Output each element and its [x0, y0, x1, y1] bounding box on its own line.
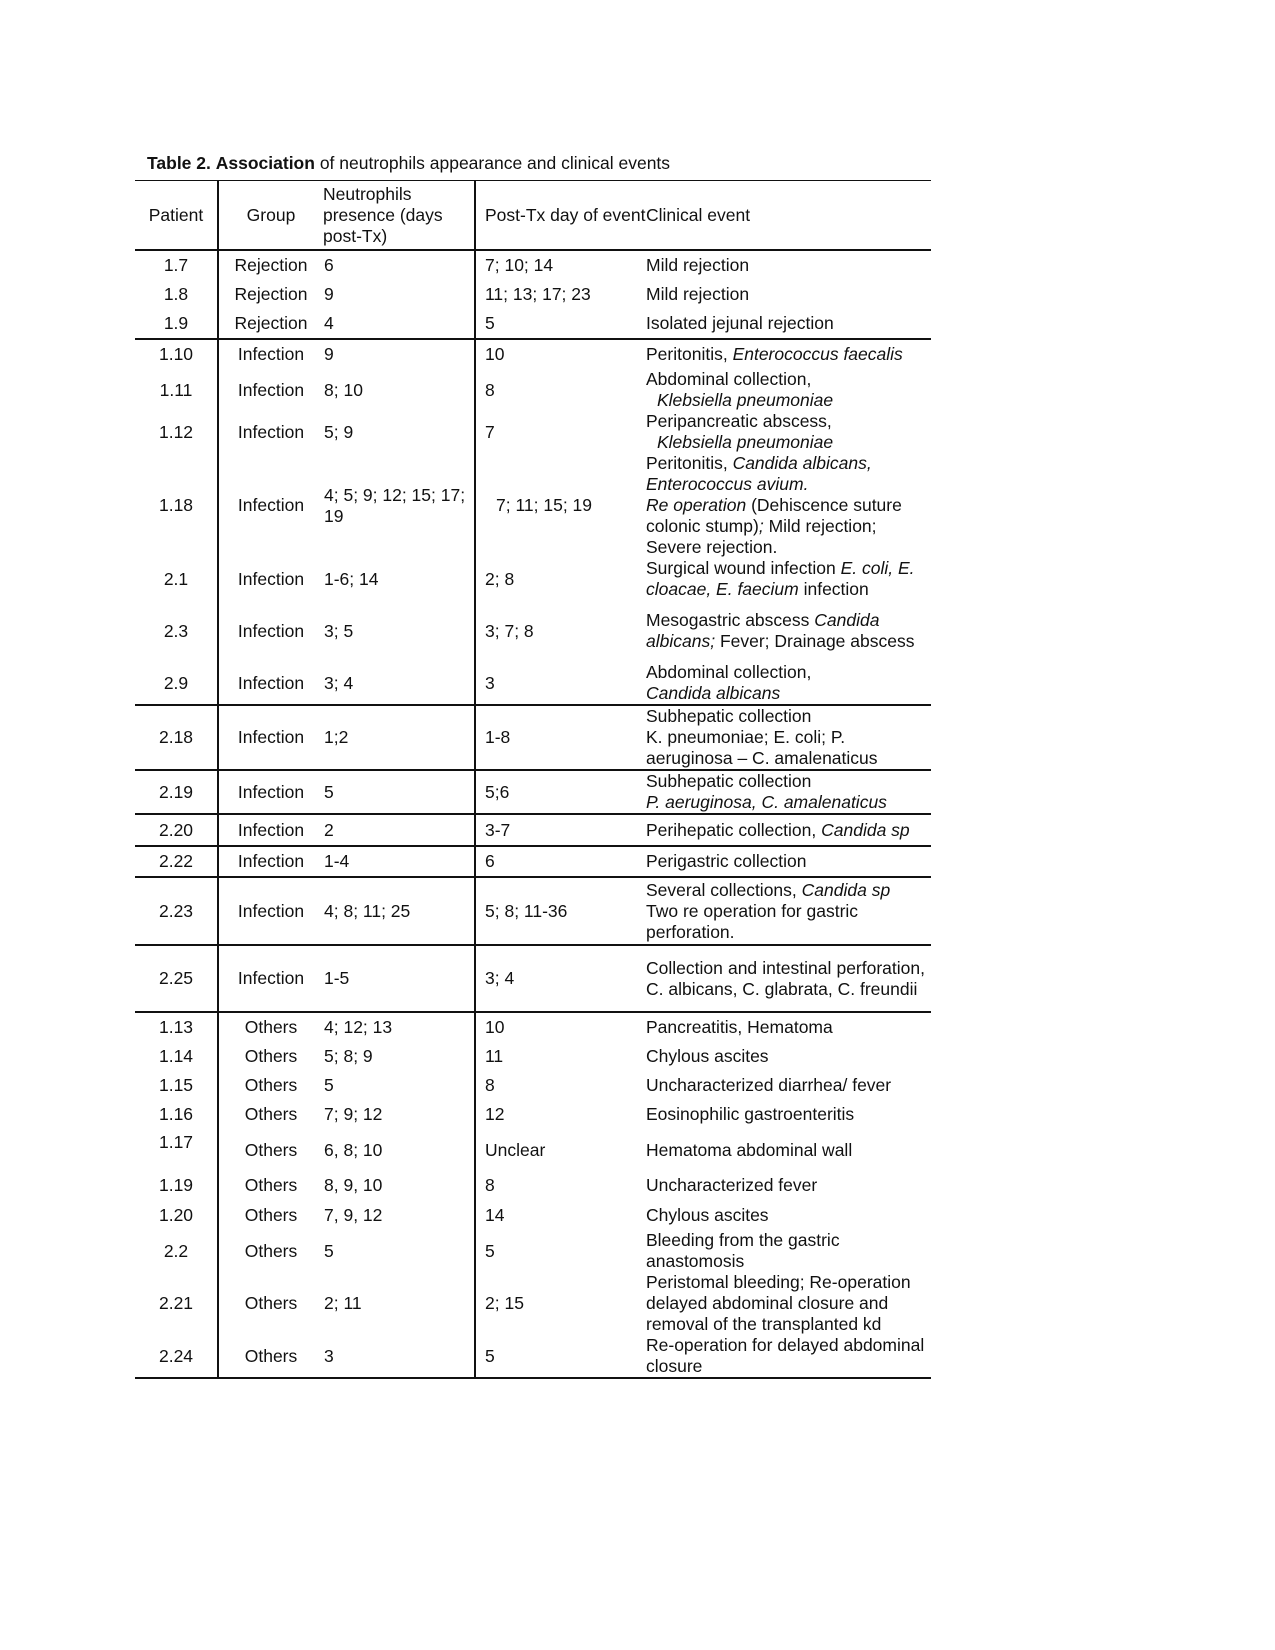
cell-clinical-event	[646, 945, 931, 1012]
cell-group: Infection	[237, 900, 305, 921]
cell-patient: 2.24	[135, 1335, 218, 1378]
event-italic-text: Klebsiella pneumoniae	[657, 432, 834, 452]
cell-clinical-event	[646, 1272, 931, 1335]
cell-clinical-event	[646, 1100, 931, 1129]
table-row	[135, 339, 931, 369]
table-row	[135, 558, 931, 600]
cell-group: Others	[244, 1175, 298, 1195]
cell-patient: 2.21	[135, 1272, 218, 1335]
cell-clinical-event	[646, 1230, 931, 1272]
event-text: infection	[798, 579, 869, 599]
event-text: Perigastric collection	[646, 851, 807, 871]
table-row	[135, 1071, 931, 1100]
event-text: Mild rejection; Severe rejection.	[646, 516, 877, 557]
cell-neutrophils: 6	[323, 250, 475, 280]
cell-clinical-event	[646, 411, 931, 453]
cell-clinical-event	[646, 770, 931, 814]
cell-patient: 2.18	[135, 705, 218, 770]
table-row	[135, 369, 931, 411]
cell-neutrophils: 4; 12; 13	[323, 1012, 475, 1042]
cell-neutrophils: 4; 8; 11; 25	[323, 877, 475, 945]
event-text: Mild rejection	[646, 255, 750, 275]
cell-post-tx: 2; 15	[485, 1293, 524, 1313]
cell-patient: 2.23	[135, 877, 218, 945]
cell-patient: 2.3	[135, 600, 218, 662]
cell-post-tx: 2; 8	[485, 568, 515, 589]
table-body	[135, 250, 931, 1378]
cell-patient: 1.20	[135, 1200, 218, 1230]
cell-neutrophils: 9	[323, 339, 475, 369]
event-text: Surgical wound infection	[646, 558, 841, 578]
cell-neutrophils: 3	[323, 1335, 475, 1378]
cell-neutrophils: 5	[323, 770, 475, 814]
cell-group: Others	[244, 1017, 298, 1037]
cell-post-tx: Unclear	[485, 1139, 546, 1160]
cell-post-tx: 7; 10; 14	[485, 255, 554, 275]
event-text: (Dehiscence suture colonic stump)	[646, 495, 902, 536]
event-italic-text: Enterococcus faecalis	[732, 344, 903, 364]
event-italic-text: E. coli, E. cloacae, E. faecium	[646, 558, 915, 599]
table-row	[135, 600, 931, 662]
cell-post-tx: 14	[485, 1204, 505, 1225]
cell-clinical-event	[646, 250, 931, 280]
event-text: K. pneumoniae; E. coli; P. aeruginosa – C. amalenaticus	[646, 727, 878, 768]
cell-post-tx: 3; 7; 8	[485, 620, 534, 641]
cell-post-tx: 3	[485, 672, 495, 693]
event-text: Subhepatic collection	[646, 771, 812, 791]
cell-clinical-event	[646, 1071, 931, 1100]
cell-neutrophils: 1-6; 14	[323, 558, 475, 600]
header-post-tx: Post-Tx day of event	[485, 204, 646, 225]
cell-neutrophils: 5; 8; 9	[323, 1042, 475, 1071]
table-row	[135, 309, 931, 339]
event-text: Fever; Drainage abscess	[715, 631, 915, 651]
event-text: Mild rejection	[646, 284, 750, 304]
header-patient: Patient	[135, 181, 218, 251]
table-row	[135, 662, 931, 705]
cell-neutrophils: 7, 9, 12	[323, 1200, 475, 1230]
event-italic-text: Candida sp	[821, 819, 910, 840]
cell-clinical-event	[646, 846, 931, 877]
cell-group: Infection	[237, 968, 305, 988]
cell-group: Others	[244, 1293, 298, 1313]
event-text: Bleeding from the gastric anastomosis	[646, 1230, 840, 1271]
cell-patient: 1.7	[135, 250, 218, 280]
table-row	[135, 945, 931, 1012]
cell-clinical-event	[646, 1171, 931, 1200]
table-row	[135, 846, 931, 877]
cell-group: Infection	[237, 344, 305, 364]
cell-neutrophils: 5	[323, 1071, 475, 1100]
cell-patient: 1.12	[135, 411, 218, 453]
cell-patient: 1.14	[135, 1042, 218, 1071]
cell-post-tx: 3; 4	[485, 968, 515, 988]
cell-patient: 1.13	[135, 1012, 218, 1042]
event-italic-text: Candida sp	[801, 879, 891, 900]
event-italic-text: Candida albicans;	[646, 610, 880, 651]
cell-clinical-event	[646, 309, 931, 339]
cell-post-tx: 5	[485, 313, 495, 333]
cell-group: Infection	[237, 379, 305, 400]
table-row	[135, 1272, 931, 1335]
cell-neutrophils: 9	[323, 280, 475, 309]
event-text: Uncharacterized diarrhea/ fever	[646, 1075, 892, 1095]
neutrophils-events-table	[135, 180, 931, 1379]
cell-post-tx: 5;6	[485, 781, 510, 802]
cell-patient: 2.1	[135, 558, 218, 600]
cell-group: Infection	[237, 620, 305, 641]
table-row	[135, 1042, 931, 1071]
table-row	[135, 705, 931, 770]
cell-post-tx: 7; 11; 15; 19	[496, 495, 593, 515]
cell-group: Rejection	[234, 284, 308, 304]
event-text: Isolated jejunal rejection	[646, 313, 834, 333]
event-text: Peritonitis,	[646, 453, 733, 473]
cell-group: Infection	[237, 781, 305, 802]
cell-patient: 1.16	[135, 1100, 218, 1129]
cell-neutrophils: 2; 11	[323, 1272, 475, 1335]
cell-post-tx: 11	[485, 1046, 504, 1066]
cell-patient: 2.22	[135, 846, 218, 877]
event-italic-text: P. aeruginosa, C. amalenaticus	[646, 792, 887, 812]
event-text: Re-operation for delayed abdominal closure	[646, 1335, 925, 1376]
event-text: Hematoma abdominal wall	[646, 1139, 853, 1160]
cell-group: Others	[244, 1075, 298, 1095]
cell-patient: 2.19	[135, 770, 218, 814]
cell-group: Rejection	[234, 313, 308, 333]
cell-patient: 2.25	[135, 945, 218, 1012]
cell-group: Infection	[237, 421, 305, 442]
cell-group: Others	[244, 1104, 298, 1124]
cell-patient: 1.17	[135, 1129, 218, 1171]
event-text: Abdominal collection,	[646, 662, 812, 682]
cell-neutrophils: 1-5	[323, 945, 475, 1012]
cell-clinical-event	[646, 814, 931, 846]
cell-group: Infection	[237, 568, 305, 589]
cell-post-tx: 6	[485, 851, 495, 871]
cell-neutrophils: 6, 8; 10	[323, 1129, 475, 1171]
cell-group: Infection	[237, 851, 305, 871]
cell-clinical-event	[646, 1012, 931, 1042]
event-text: Several collections,	[646, 879, 802, 900]
table-row	[135, 770, 931, 814]
cell-patient: 1.18	[135, 453, 218, 558]
cell-post-tx: 5; 8; 11-36	[485, 900, 568, 921]
cell-group: Infection	[237, 672, 305, 693]
cell-clinical-event	[646, 1200, 931, 1230]
table-caption	[147, 153, 670, 174]
cell-patient: 1.19	[135, 1171, 218, 1200]
cell-clinical-event	[646, 1129, 931, 1171]
cell-post-tx: 1-8	[485, 727, 511, 747]
cell-neutrophils: 5	[323, 1230, 475, 1272]
cell-clinical-event	[646, 877, 931, 945]
header-clinical-event: Clinical event	[646, 204, 751, 225]
cell-post-tx: 5	[485, 1345, 495, 1366]
event-text: Peristomal bleeding; Re-operation delayed abdominal closure and removal of the transplanted kd	[646, 1272, 911, 1334]
cell-clinical-event	[646, 705, 931, 770]
cell-neutrophils: 3; 4	[323, 662, 475, 705]
event-text: Two re operation for gastric perforation.	[646, 900, 859, 942]
event-italic-text: ;	[758, 516, 764, 536]
cell-patient: 1.8	[135, 280, 218, 309]
cell-post-tx: 5	[485, 1240, 495, 1261]
cell-post-tx: 3-7	[485, 819, 511, 840]
header-neutrophils: Neutrophils presence (days post-Tx)	[323, 181, 475, 251]
table-row	[135, 1012, 931, 1042]
cell-patient: 1.11	[135, 369, 218, 411]
cell-clinical-event	[646, 453, 931, 558]
event-text: Eosinophilic gastroenteritis	[646, 1104, 855, 1124]
event-text: Perihepatic collection,	[646, 819, 822, 840]
event-text: Chylous ascites	[646, 1046, 769, 1066]
event-text: Abdominal collection,	[646, 369, 812, 389]
header-group: Group	[246, 204, 296, 225]
cell-group: Infection	[237, 495, 305, 515]
event-text: Peripancreatic abscess,	[646, 411, 832, 431]
caption-text: of neutrophils appearance and clinical events	[314, 153, 671, 173]
event-text: Chylous ascites	[646, 1204, 769, 1225]
table-row	[135, 411, 931, 453]
table-row	[135, 1230, 931, 1272]
cell-group: Others	[244, 1046, 298, 1066]
cell-clinical-event	[646, 600, 931, 662]
cell-post-tx: 8	[485, 1075, 495, 1095]
caption-label: Table 2.	[147, 153, 211, 173]
cell-clinical-event	[646, 1335, 931, 1378]
table-row	[135, 280, 931, 309]
cell-group: Infection	[237, 727, 305, 747]
cell-post-tx: 11; 13; 17; 23	[485, 284, 591, 304]
event-text: Mesogastric abscess	[646, 610, 815, 630]
table-row	[135, 1171, 931, 1200]
cell-neutrophils: 8, 9, 10	[323, 1171, 475, 1200]
cell-neutrophils: 4; 5; 9; 12; 15; 17; 19	[323, 453, 475, 558]
cell-patient: 1.10	[135, 339, 218, 369]
cell-neutrophils: 3; 5	[323, 600, 475, 662]
event-italic-text: Klebsiella pneumoniae	[657, 390, 834, 410]
event-italic-text: Candida albicans, Enterococcus avium.	[646, 453, 872, 494]
cell-neutrophils: 7; 9; 12	[323, 1100, 475, 1129]
caption-bold-word: Association	[215, 153, 315, 173]
cell-patient: 2.9	[135, 662, 218, 705]
cell-post-tx: 10	[485, 344, 505, 364]
cell-group: Others	[244, 1345, 298, 1366]
cell-patient: 2.20	[135, 814, 218, 846]
event-italic-text: Re operation	[646, 495, 747, 515]
table-row	[135, 877, 931, 945]
cell-post-tx: 10	[485, 1017, 505, 1037]
cell-post-tx: 12	[485, 1104, 505, 1124]
event-text: Subhepatic collection	[646, 706, 812, 726]
cell-neutrophils: 8; 10	[323, 369, 475, 411]
cell-group: Others	[244, 1204, 298, 1225]
cell-post-tx: 8	[485, 379, 495, 400]
cell-clinical-event	[646, 339, 931, 369]
cell-group: Rejection	[234, 255, 308, 275]
table-row	[135, 250, 931, 280]
table-header-row	[135, 181, 931, 251]
cell-neutrophils: 1-4	[323, 846, 475, 877]
cell-clinical-event	[646, 369, 931, 411]
cell-neutrophils: 2	[323, 814, 475, 846]
cell-neutrophils: 4	[323, 309, 475, 339]
table-row	[135, 1335, 931, 1378]
cell-group: Others	[244, 1240, 298, 1261]
event-text: Pancreatitis, Hematoma	[646, 1017, 833, 1037]
cell-clinical-event	[646, 1042, 931, 1071]
cell-neutrophils: 5; 9	[323, 411, 475, 453]
cell-clinical-event	[646, 280, 931, 309]
cell-post-tx: 8	[485, 1175, 495, 1195]
cell-clinical-event	[646, 558, 931, 600]
table-row	[135, 1129, 931, 1171]
event-text: Collection and intestinal perforation, C. albicans, C. glabrata, C. freundii	[646, 957, 925, 999]
cell-patient: 1.15	[135, 1071, 218, 1100]
table-row	[135, 453, 931, 558]
cell-patient: 2.2	[135, 1230, 218, 1272]
cell-post-tx: 7	[485, 421, 495, 442]
cell-group: Others	[244, 1139, 298, 1160]
cell-clinical-event	[646, 662, 931, 705]
cell-neutrophils: 1;2	[323, 705, 475, 770]
cell-patient: 1.9	[135, 309, 218, 339]
cell-group: Infection	[237, 819, 305, 840]
table-row	[135, 1200, 931, 1230]
event-text: Peritonitis,	[646, 344, 733, 364]
event-italic-text: Candida albicans	[646, 683, 781, 703]
table-row	[135, 1100, 931, 1129]
table-row	[135, 814, 931, 846]
event-text: Uncharacterized fever	[646, 1175, 818, 1195]
